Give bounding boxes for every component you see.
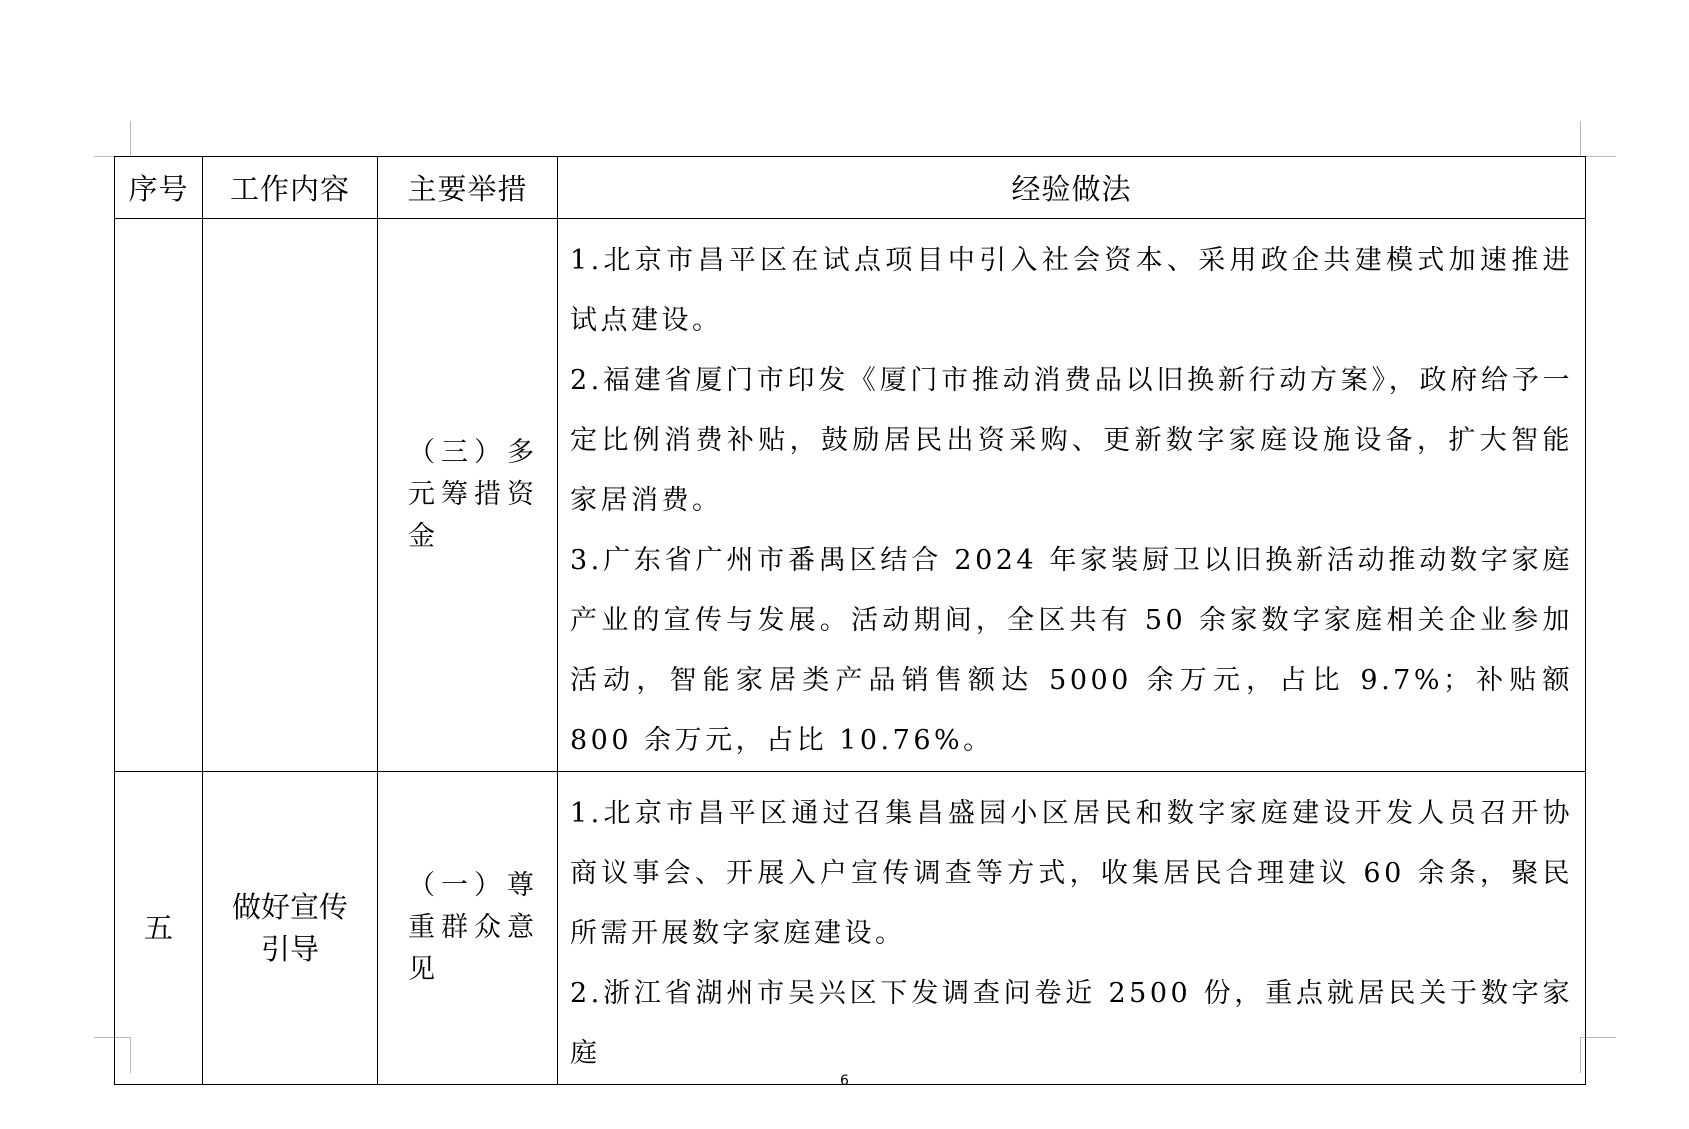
crop-mark — [1580, 121, 1581, 157]
row-experience — [558, 772, 1586, 1085]
header-experience: 经验做法 — [558, 157, 1586, 219]
row-measure: （一）尊重群众意见 — [378, 772, 558, 1085]
row-number: 五 — [115, 772, 203, 1085]
row-work-content — [203, 772, 378, 1085]
header-number: 序号 — [115, 157, 203, 219]
page-number: 6 — [840, 1073, 849, 1089]
crop-mark — [130, 121, 131, 157]
experience-item: 1.北京市昌平区在试点项目中引入社会资本、采用政企共建模式加速推进试点建设。 — [570, 245, 1573, 336]
row-work-content-text: 做好宣传引导 — [231, 890, 348, 966]
header-work-content: 工作内容 — [203, 157, 378, 219]
experience-item: 2.福建省厦门市印发《厦门市推动消费品以旧换新行动方案》，政府给予一定比例消费补贴，鼓励居民出资采购、更新数字家庭设施设备，扩大智能家居消费。 — [570, 365, 1573, 516]
experience-item: 3.广东省广州市番禺区结合 2024 年家装厨卫以旧换新活动推动数字家庭产业的宣传与发展。活动期间，全区共有 50 余家数字家庭相关企业参加活动，智能家居类产品销售额达 5000 余万元，占比 9.7%；补贴额 800 余万元，占比 10.76%。 — [570, 545, 1573, 756]
row-measure: （三）多元筹措资金 — [378, 219, 558, 772]
experience-item: 1.北京市昌平区通过召集昌盛园小区居民和数字家庭建设开发人员召开协商议事会、开展入户宣传调查等方式，收集居民合理建议 60 余条，聚民所需开展数字家庭建设。 — [570, 798, 1573, 949]
table-header-row — [115, 157, 1586, 219]
experience-item: 2.浙江省湖州市吴兴区下发调查问卷近 2500 份，重点就居民关于数字家庭 — [570, 978, 1573, 1069]
row-experience — [558, 219, 1586, 772]
table-row — [115, 219, 1586, 772]
header-main-measures: 主要举措 — [378, 157, 558, 219]
experience-table — [114, 156, 1586, 1085]
row-number — [115, 219, 203, 772]
table-row — [115, 772, 1586, 1085]
row-work-content — [203, 219, 378, 772]
